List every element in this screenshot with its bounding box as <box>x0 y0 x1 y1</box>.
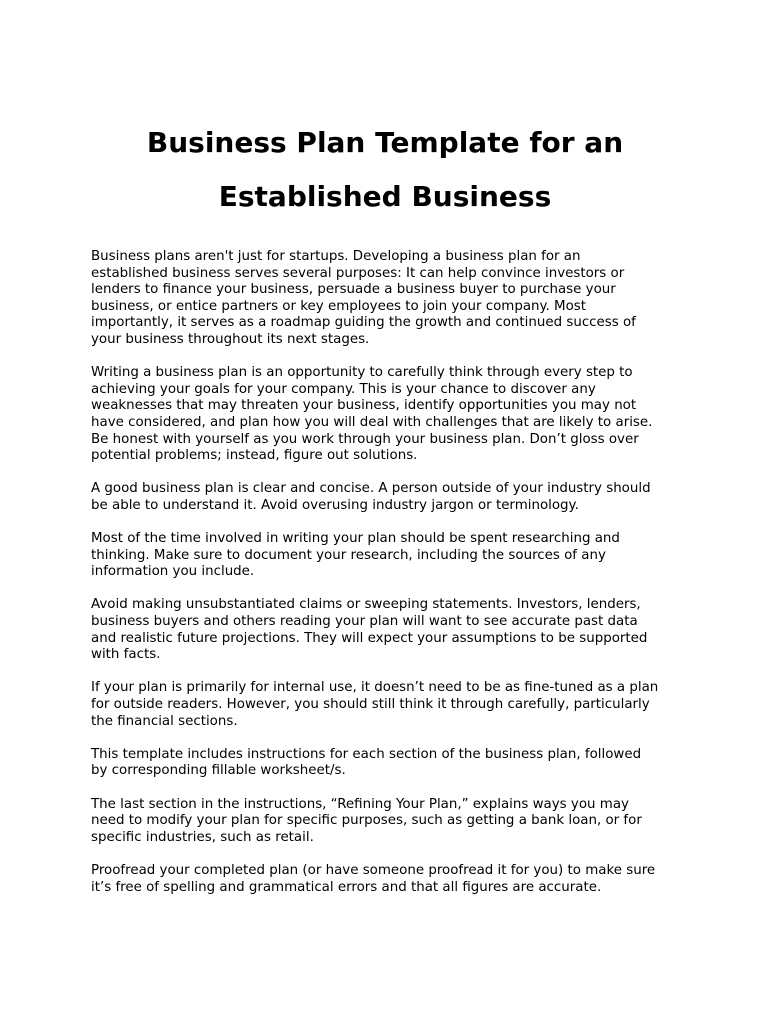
paragraph-template-instructions: This template includes instructions for each section of the business plan, followed by corresponding fillable worksheet/s. <box>91 746 642 779</box>
paragraph-avoid-claims: Avoid making unsubstantiated claims or sweeping statements. Investors, lenders, business buyers and others reading your plan will want to see accurate past data and realistic future projections. They will expect your assumptions to be supported with facts. <box>91 597 648 663</box>
document-title: Business Plan Template for an Established Business <box>146 126 624 213</box>
paragraph-opportunity: Writing a business plan is an opportunity to carefully think through every step to achieving your goals for your company. This is your chance to discover any weaknesses that may threaten your business, identify opportunities you may not have considered, and plan how you will deal with challenges that are likely to arise. Be honest with yourself as you work through your business plan. Don’t gloss over potential problems; instead, figure out solutions. <box>91 365 653 464</box>
paragraph-clear-concise: A good business plan is clear and concise. A person outside of your industry should be able to understand it. Avoid overusing industry jargon or terminology. <box>91 481 651 513</box>
paragraph-proofread: Proofread your completed plan (or have someone proofread it for you) to make sure it’s free of spelling and grammatical errors and that all figures are accurate. <box>91 862 656 895</box>
paragraph-refining: The last section in the instructions, “Refining Your Plan,” explains ways you may need to modify your plan for specific purposes, such as getting a bank loan, or for specific industries, such as retail. <box>91 796 642 845</box>
paragraph-internal-use: If your plan is primarily for internal use, it doesn’t need to be as fine-tuned as a plan for outside readers. However, you should still think it through carefully, particularly the financial sections. <box>91 680 659 729</box>
document-body <box>91 249 681 913</box>
paragraph-intro: Business plans aren't just for startups. Developing a business plan for an established business serves several purposes: It can help convince investors or lenders to finance your business, persuade a business buyer to purchase your business, or entice partners or key employees to join your company. Most importantly, it serves as a roadmap guiding the growth and continued success of your business throughout its next stages. <box>91 249 636 347</box>
paragraph-research: Most of the time involved in writing your plan should be spent researching and thinking. Make sure to document your research, including the sources of any information you include. <box>91 531 620 580</box>
